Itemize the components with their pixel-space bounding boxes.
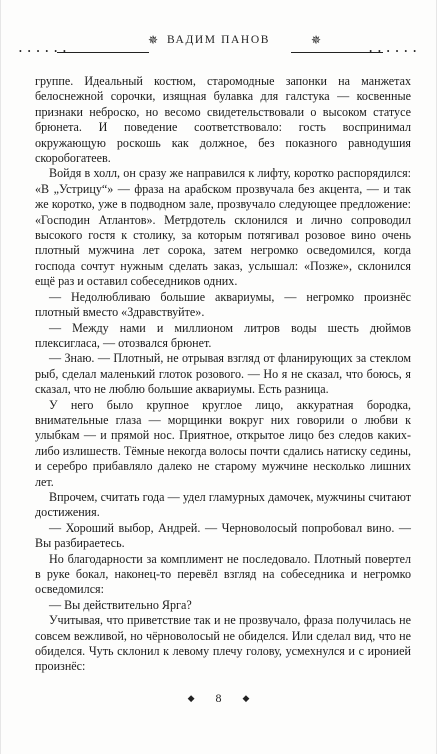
paragraph: Учитывая, что приветствие так и не прозвучало, фраза получилась не совсем вежливой, но чёрноволосый не обиделся. Или сделал вид, что не обиделся. Чуть склонил к левому плечу голову, усмехнулся и с иронией произнёс:	[35, 613, 411, 674]
header-dots-right: • • • • • •	[369, 47, 418, 56]
body-text	[35, 74, 411, 675]
paragraph: — Знаю. — Плотный, не отрывая взгляд от фланирующих за стеклом рыб, сделал маленький глоток розового. — Но я не сказал, что боюсь, я сказал, что не люблю большие аквариумы. Есть разница.	[35, 351, 411, 397]
paragraph: группе. Идеальный костюм, старомодные запонки на манжетах белоснежной сорочки, изящная булавка для галстука — косвенные признаки неброско, но весомо свидетельствовали о высоком статусе брюнета. И поведение соответствовало: гость воспринимал окружающую роскошь как должное, без показного равнодушия скоробогатеев.	[35, 74, 411, 166]
paragraph: — Между нами и миллионом литров воды шесть дюймов плексигласа, — отозвался брюнет.	[35, 320, 411, 350]
header-rule-right	[291, 52, 383, 53]
paragraph: — Хороший выбор, Андрей. — Черноволосый попробовал вино. — Вы разбираетесь.	[35, 520, 411, 551]
ornament-left-icon: ✵	[148, 33, 159, 47]
paragraph: Но благодарности за комплимент не последовало. Плотный повертел в руке бокал, наконец-то перевёл взгляд на собеседника и негромко осведомился:	[35, 551, 411, 597]
paragraph: Впрочем, считать года — удел гламурных дамочек, мужчины считают достижения.	[35, 489, 411, 520]
page-footer	[1, 690, 436, 706]
header-rule-left	[57, 52, 149, 53]
author-name: ВАДИМ ПАНОВ	[167, 34, 270, 46]
header-dots-left: • • • • • •	[19, 47, 68, 56]
running-header	[1, 32, 436, 56]
diamond-left-icon: ◆	[187, 692, 195, 703]
paragraph: Войдя в холл, он сразу же направился к лифту, коротко распорядился: «В „Устрицу“» — фраза на арабском прозвучала без акцента, — и так же коротко, уже в подводном зале, прозвучало следующее предложение: «Господин Атлантов». Метрдотель склонился и лично сопроводил высокого гостя к столику, за которым потягивал розовое вино очень плотный мужчина лет сорока, затем негромко осведомился, когда господа сочтут нужным сделать заказ, услышал: «Позже», склонился ещё раз и оставил собеседников одних.	[35, 166, 411, 289]
paragraph: — Недолюбливаю большие аквариумы, — негромко произнёс плотный вместо «Здравствуйте».	[35, 289, 411, 320]
paragraph: У него было крупное круглое лицо, аккуратная бородка, внимательные глаза — морщинки вокруг них говорили о любви к улыбкам — и прямой нос. Приятное, открытое лицо без следов каких-либо излишеств. Тёмные некогда волосы почти сдались натиску седины, и серебро прибавляло далеко не старому мужчине несколько лишних лет.	[35, 397, 411, 489]
page-number: 8	[215, 690, 222, 705]
diamond-right-icon: ◆	[242, 692, 250, 703]
ornament-right-icon: ✵	[311, 33, 322, 47]
paragraph: — Вы действительно Ярга?	[49, 597, 192, 612]
